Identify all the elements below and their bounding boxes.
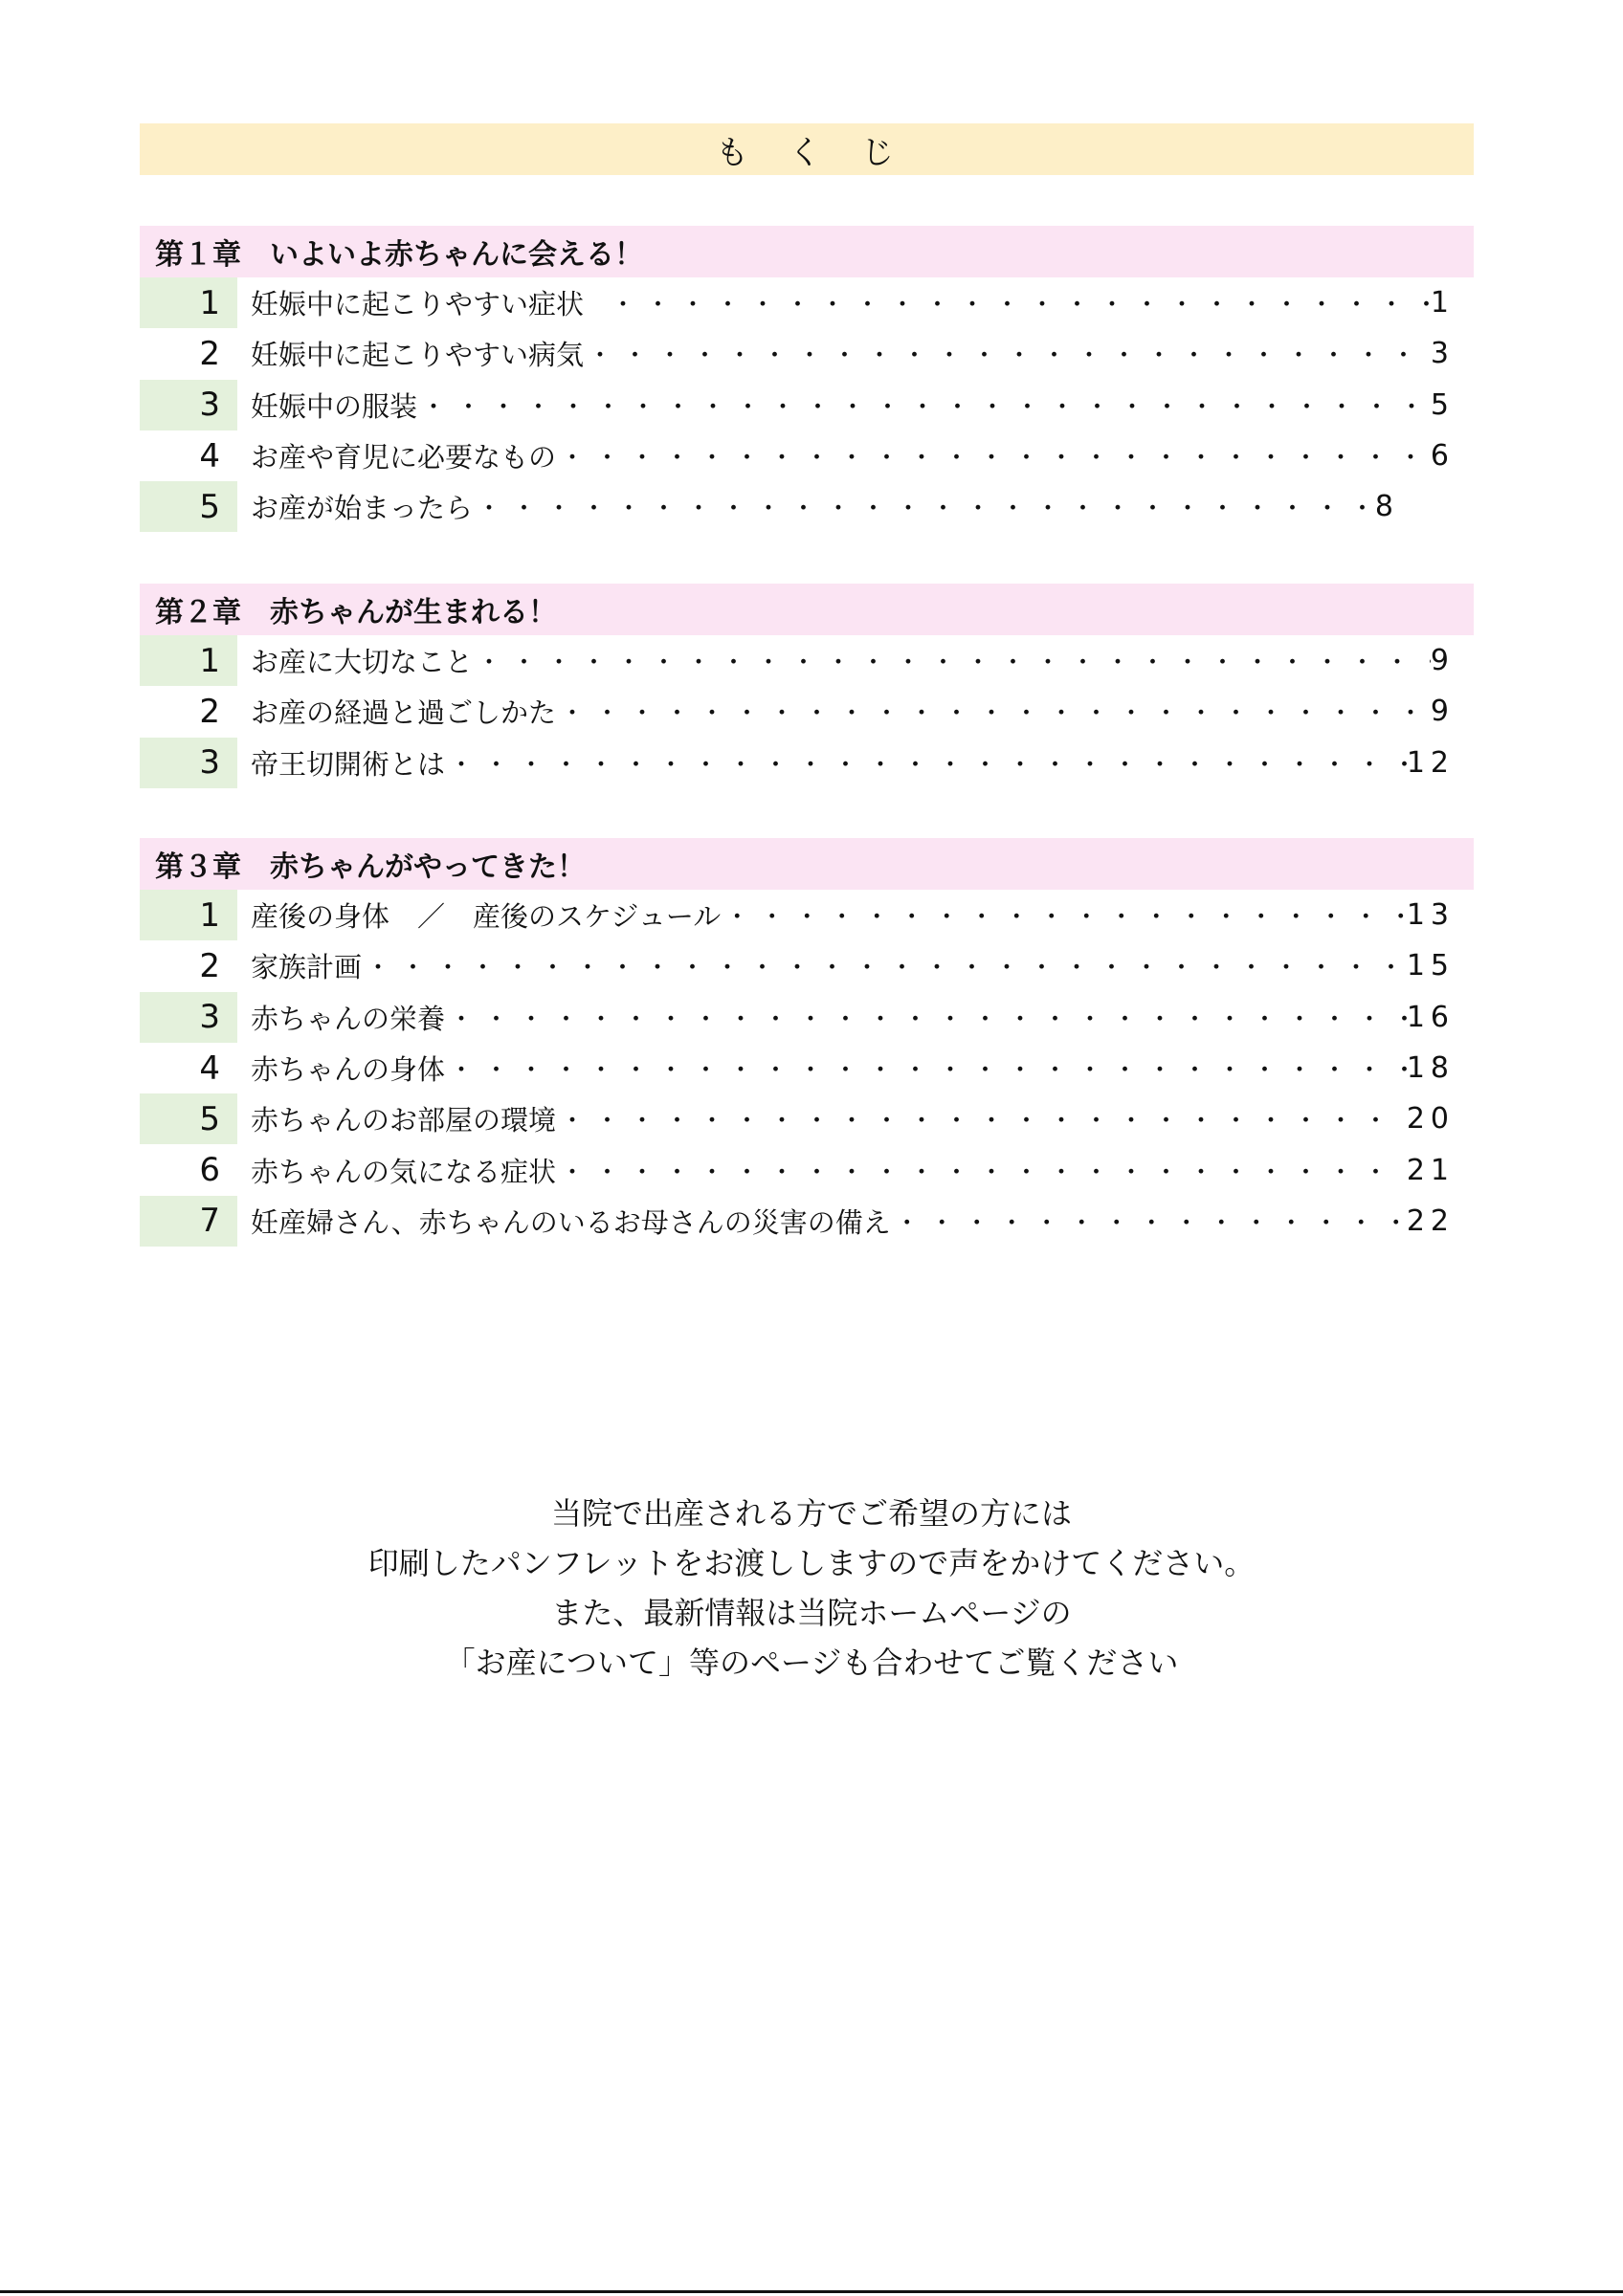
item-page-number: 6	[1430, 439, 1455, 474]
chapter-heading: 第１章 いよいよ赤ちゃんに会える！	[140, 226, 1474, 277]
item-number: 3	[140, 738, 237, 788]
item-page-number: 13	[1406, 898, 1455, 933]
chapter-heading: 第２章 赤ちゃんが生まれる！	[140, 584, 1474, 635]
toc-item[interactable]	[140, 1093, 1474, 1144]
item-number: 1	[140, 890, 237, 940]
notice-line: 「お産について」等のページも合わせてご覧ください	[444, 1645, 1179, 1681]
item-label: お産が始まったら	[251, 492, 474, 525]
item-label: 赤ちゃんの気になる症状	[251, 1155, 557, 1188]
item-label: 妊産婦さん、赤ちゃんのいるお母さんの災害の備え	[251, 1205, 891, 1239]
item-page-number: 5	[1430, 387, 1455, 422]
item-number: 6	[199, 1151, 220, 1190]
dot-leader	[724, 897, 1407, 933]
item-number: 5	[140, 481, 237, 532]
item-page-number: 20	[1406, 1102, 1455, 1137]
item-page-number: 9	[1430, 695, 1455, 729]
dot-leader	[421, 387, 1431, 423]
chapter-3	[140, 838, 1474, 1247]
dot-leader	[895, 1203, 1407, 1239]
dot-leader	[560, 1153, 1407, 1188]
chapter-heading: 第３章 赤ちゃんがやってきた！	[140, 838, 1474, 890]
item-label: 産後の身体 ／ 産後のスケジュール	[251, 900, 722, 934]
notice-line: また、最新情報は当院ホームページの	[551, 1595, 1072, 1631]
item-number: 2	[199, 334, 220, 373]
notice-line: 当院で出産される方でご希望の方には	[550, 1495, 1072, 1532]
dot-leader	[560, 438, 1431, 474]
toc-item[interactable]	[140, 890, 1474, 940]
item-page-number: 3	[1430, 337, 1455, 371]
item-number: 2	[199, 946, 220, 985]
toc-item[interactable]	[140, 380, 1474, 430]
dot-leader	[560, 1101, 1407, 1137]
dot-leader	[560, 694, 1431, 729]
dot-leader	[477, 489, 1375, 524]
item-label: お産の経過と過ごしかた	[251, 696, 557, 730]
chapter-1	[140, 226, 1474, 532]
item-number: 4	[199, 436, 220, 475]
item-number: 1	[140, 277, 237, 328]
item-label: 赤ちゃんの身体	[251, 1053, 446, 1087]
toc-item[interactable]	[140, 277, 1474, 328]
item-label: 家族計画	[251, 951, 363, 984]
item-number: 4	[199, 1049, 220, 1088]
page-title: も く じ	[140, 123, 1474, 175]
dot-leader	[366, 948, 1407, 983]
item-page-number: 8	[1374, 490, 1399, 524]
dot-leader	[477, 643, 1431, 678]
item-page-number: 15	[1406, 949, 1455, 983]
toc-item[interactable]	[140, 738, 1474, 788]
item-page-number: 16	[1406, 1000, 1455, 1034]
toc-item[interactable]	[140, 1144, 1474, 1195]
item-label: 妊娠中に起こりやすい病気	[251, 339, 585, 372]
item-label: 帝王切開術とは	[251, 747, 446, 781]
item-label: お産や育児に必要なもの	[251, 441, 557, 475]
item-number: 7	[140, 1196, 237, 1247]
toc-item[interactable]	[140, 1043, 1474, 1093]
item-label: お産に大切なこと	[251, 646, 474, 679]
item-page-number: 21	[1406, 1153, 1455, 1187]
dot-leader	[449, 1000, 1407, 1035]
item-page-number: 9	[1430, 644, 1455, 678]
item-label: 妊娠中の服装	[251, 389, 418, 423]
pamphlet-notice	[0, 1489, 1623, 1688]
toc-item[interactable]	[140, 1196, 1474, 1247]
dot-leader	[588, 336, 1431, 371]
item-page-number: 1	[1430, 286, 1455, 320]
dot-leader	[611, 285, 1431, 320]
toc-item[interactable]	[140, 328, 1474, 379]
item-page-number: 12	[1406, 745, 1455, 780]
chapter-2	[140, 584, 1474, 788]
toc-item[interactable]	[140, 940, 1474, 991]
toc-item[interactable]	[140, 686, 1474, 737]
item-number: 5	[140, 1093, 237, 1144]
toc-item[interactable]	[140, 481, 1474, 532]
item-number: 3	[140, 992, 237, 1043]
notice-line: 印刷したパンフレットをお渡ししますので声をかけてください。	[367, 1545, 1256, 1581]
item-page-number: 18	[1406, 1051, 1455, 1086]
toc-item[interactable]	[140, 992, 1474, 1043]
item-label: 妊娠中に起こりやすい症状	[251, 288, 585, 321]
item-label: 赤ちゃんのお部屋の環境	[251, 1104, 557, 1137]
toc-item[interactable]	[140, 635, 1474, 686]
item-number: 2	[199, 692, 220, 731]
item-number: 3	[140, 380, 237, 430]
toc-item[interactable]	[140, 430, 1474, 481]
item-page-number: 22	[1406, 1203, 1455, 1238]
dot-leader	[449, 745, 1407, 781]
item-number: 1	[140, 635, 237, 686]
dot-leader	[449, 1050, 1407, 1086]
page-bottom-rule	[0, 2290, 1623, 2293]
item-label: 赤ちゃんの栄養	[251, 1002, 446, 1035]
